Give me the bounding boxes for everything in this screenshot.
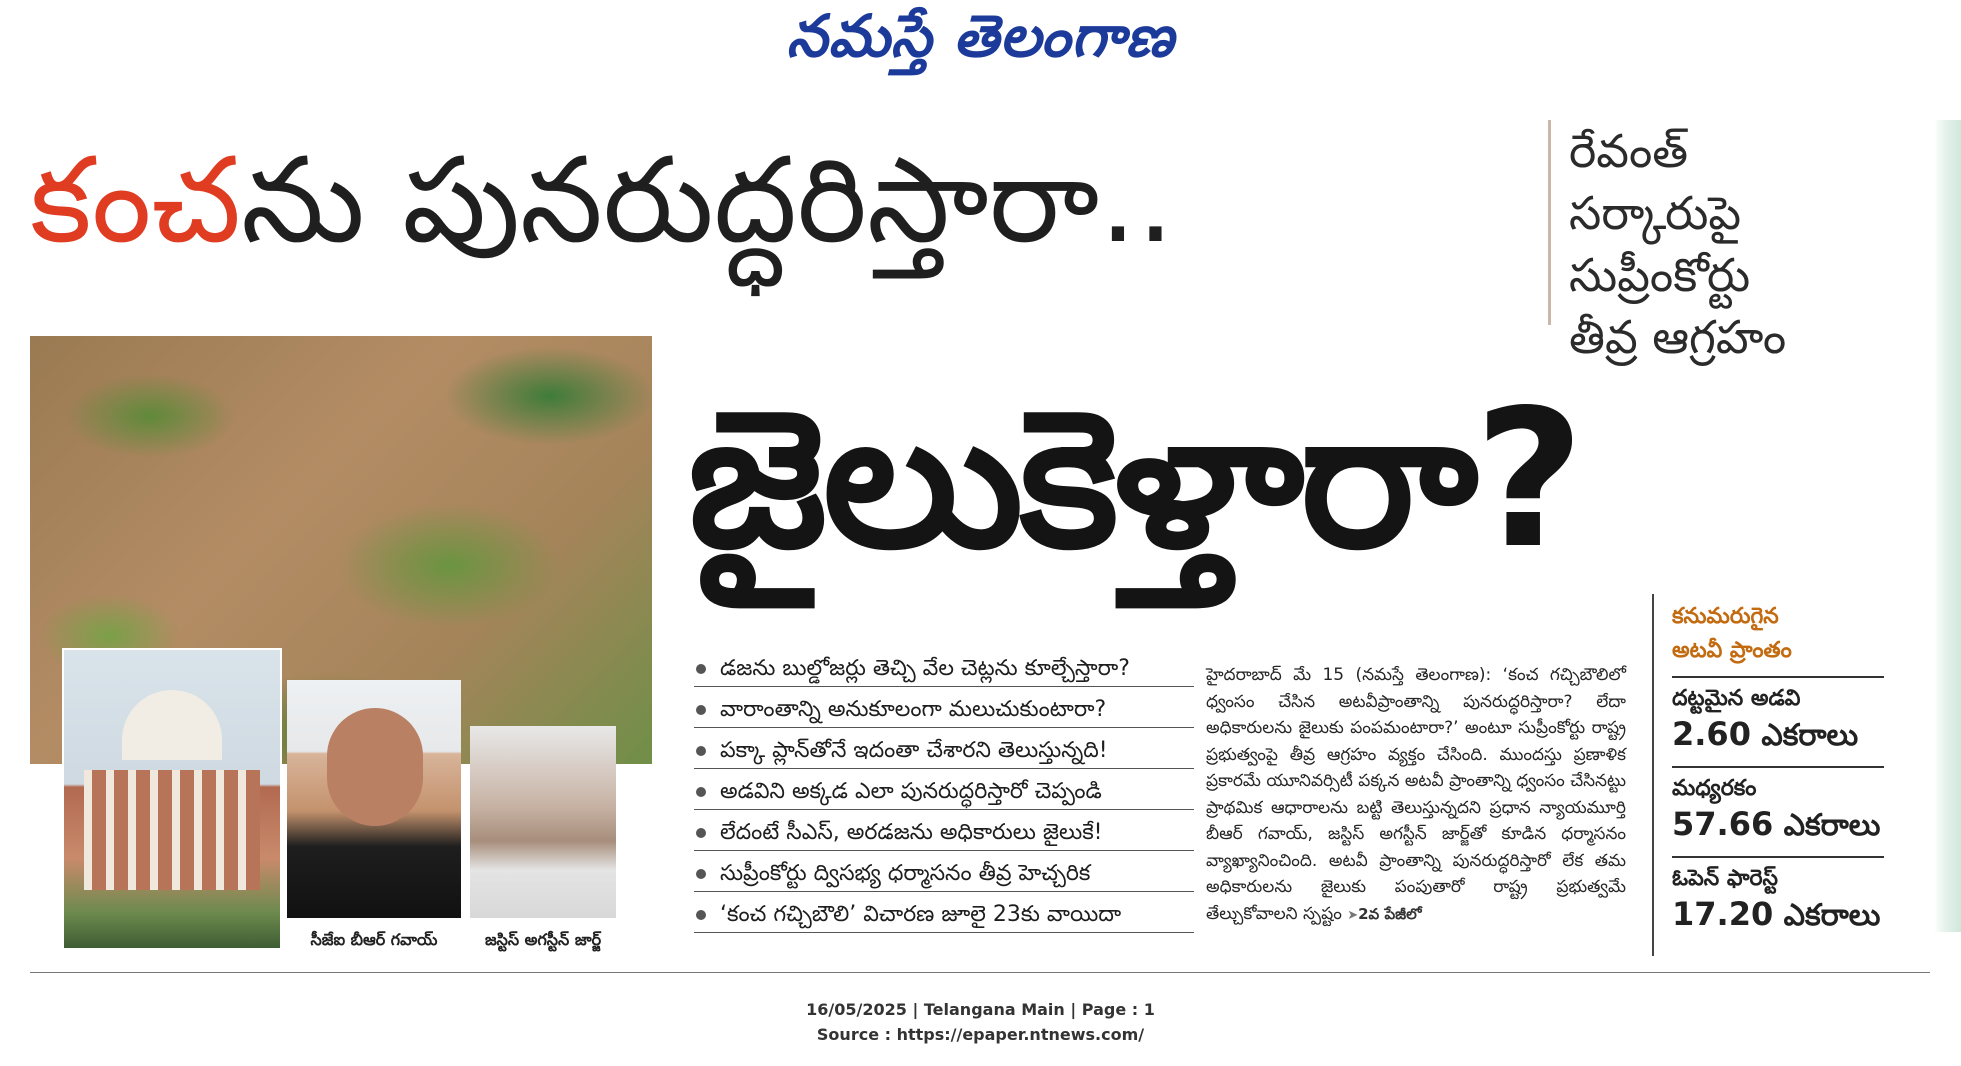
kicker-headline (30, 115, 1490, 285)
forest-loss-sidebox (1652, 594, 1884, 956)
court-columns (84, 770, 260, 890)
sidebox-item-value: 2.60 ఎకరాలు (1672, 715, 1859, 753)
cji-portrait-photo (287, 680, 461, 918)
cji-face (327, 708, 423, 826)
continued-arrow-icon: ➤ (1347, 907, 1359, 923)
sidebox-item (1672, 856, 1884, 946)
sidebox-item-label: దట్టమైన అడవి (1672, 686, 1801, 711)
sidebox-title-line: కనుమరుగైన (1672, 604, 1779, 629)
bullet-item (694, 898, 1194, 933)
sidebox-title-line: అటవీ ప్రాంతం (1672, 638, 1792, 663)
bullet-text: వారాంతాన్ని అనుకూలంగా మలుచుకుంటారా? (720, 697, 1107, 722)
bullet-text: పక్కా ప్లాన్‌తోనే ఇదంతా చేశారని తెలుస్తున్నది! (720, 738, 1108, 763)
adjacent-column-edge (1934, 120, 1961, 932)
bullet-dot-icon (696, 869, 706, 879)
bullet-dot-icon (696, 787, 706, 797)
main-headline: జైలుకెళ్తారా? (688, 369, 1581, 590)
headline-side-deck (1548, 120, 1829, 364)
justice-portrait-photo (470, 726, 616, 918)
sidebox-item-label: ఓపెన్ ఫారెస్ట్ (1672, 866, 1778, 891)
sidebox-item-value: 17.20 ఎకరాలు (1672, 895, 1881, 933)
side-deck-line: సుప్రీంకోర్టు (1569, 248, 1751, 302)
side-deck-line: తీవ్ర ఆగ్రహం (1569, 310, 1787, 364)
bullet-text: లేదంటే సీఎస్, అరడజను అధికారులు జైలుకే! (720, 820, 1103, 845)
sidebox-item-label: మధ్యరకం (1672, 776, 1757, 801)
side-deck-line: రేవంత్ సర్కారుపై (1569, 124, 1742, 240)
kicker-rest: ను పునరుద్ధరిస్తారా.. (241, 131, 1175, 269)
continued-on-page-link[interactable]: 2వ పేజీలో (1358, 904, 1422, 923)
sidebox-item (1672, 766, 1884, 856)
bullet-item (694, 816, 1194, 851)
supreme-court-photo (62, 648, 282, 950)
cji-photo-caption: సీజేఐ బీఆర్ గవాయ్ (310, 930, 438, 949)
masthead-logo: నమస్తే తెలంగాణ (786, 2, 1175, 70)
footer-divider (30, 972, 1930, 973)
bullet-item (694, 857, 1194, 892)
footer-source-link[interactable]: Source : https://epaper.ntnews.com/ (816, 1025, 1145, 1044)
story-body (1206, 662, 1626, 929)
bullet-item (694, 734, 1194, 769)
court-dome (122, 690, 222, 760)
justice-photo-caption: జస్టిస్ అగస్టీన్ జార్జ్ (484, 930, 602, 949)
kicker-highlight: కంచ (30, 131, 242, 269)
bullet-text: డజను బుల్డోజర్లు తెచ్చి వేల చెట్లను కూల్చేస్తారా? (720, 656, 1130, 681)
bullet-text: అడవిని అక్కడ ఎలా పునరుద్ధరిస్తారో చెప్పండి (720, 779, 1102, 804)
bullet-text: సుప్రీంకోర్టు ద్విసభ్య ధర్మాసనం తీవ్ర హెచ్చరిక (720, 861, 1091, 886)
bullet-dot-icon (696, 828, 706, 838)
bullet-list (694, 652, 1194, 939)
bullet-text: ‘కంచ గచ్చిబౌలి’ విచారణ జూలై 23కు వాయిదా (720, 902, 1122, 927)
footer-date-page: 16/05/2025 | Telangana Main | Page : 1 (806, 1000, 1155, 1019)
bullet-dot-icon (696, 664, 706, 674)
bullet-item (694, 652, 1194, 687)
bullet-item (694, 775, 1194, 810)
bullet-dot-icon (696, 746, 706, 756)
sidebox-item-value: 57.66 ఎకరాలు (1672, 805, 1881, 843)
bullet-item (694, 693, 1194, 728)
sidebox-title (1654, 594, 1884, 676)
bullet-dot-icon (696, 910, 706, 920)
bullet-dot-icon (696, 705, 706, 715)
sidebox-item (1672, 676, 1884, 766)
story-text: హైదరాబాద్ మే 15 (నమస్తే తెలంగాణ): ‘కంచ గచ్చిబౌలిలో ధ్వంసం చేసిన అటవీప్రాంతాన్ని పునరుద్ధరిస్తారా? లేదా అధికారులను జైలుకు పంపమంటారా?’ అంటూ సుప్రీంకోర్టు రాష్ట్ర ప్రభుత్వంపై తీవ్ర ఆగ్రహం వ్యక్తం చేసింది. ముందస్తు ప్రణాళిక ప్రకారమే యూనివర్సిటీ పక్కన అటవీ ప్రాంతాన్ని ధ్వంసం చేసినట్టు ప్రాథమిక ఆధారాలను బట్టి తెలుస్తున్నదని ప్రధాన న్యాయమూర్తి బీఆర్ గవాయ్, జస్టిస్ అగస్టీన్ జార్జ్‌తో కూడిన ధర్మాసనం వ్యాఖ్యానించింది. అటవీ ప్రాంతాన్ని పునరుద్ధరిస్తారో లేక తమ అధికారులను జైలుకు పంపుతారో రాష్ట్ర ప్రభుత్వమే తేల్చుకోవాలని స్పష్టం (1206, 665, 1626, 924)
